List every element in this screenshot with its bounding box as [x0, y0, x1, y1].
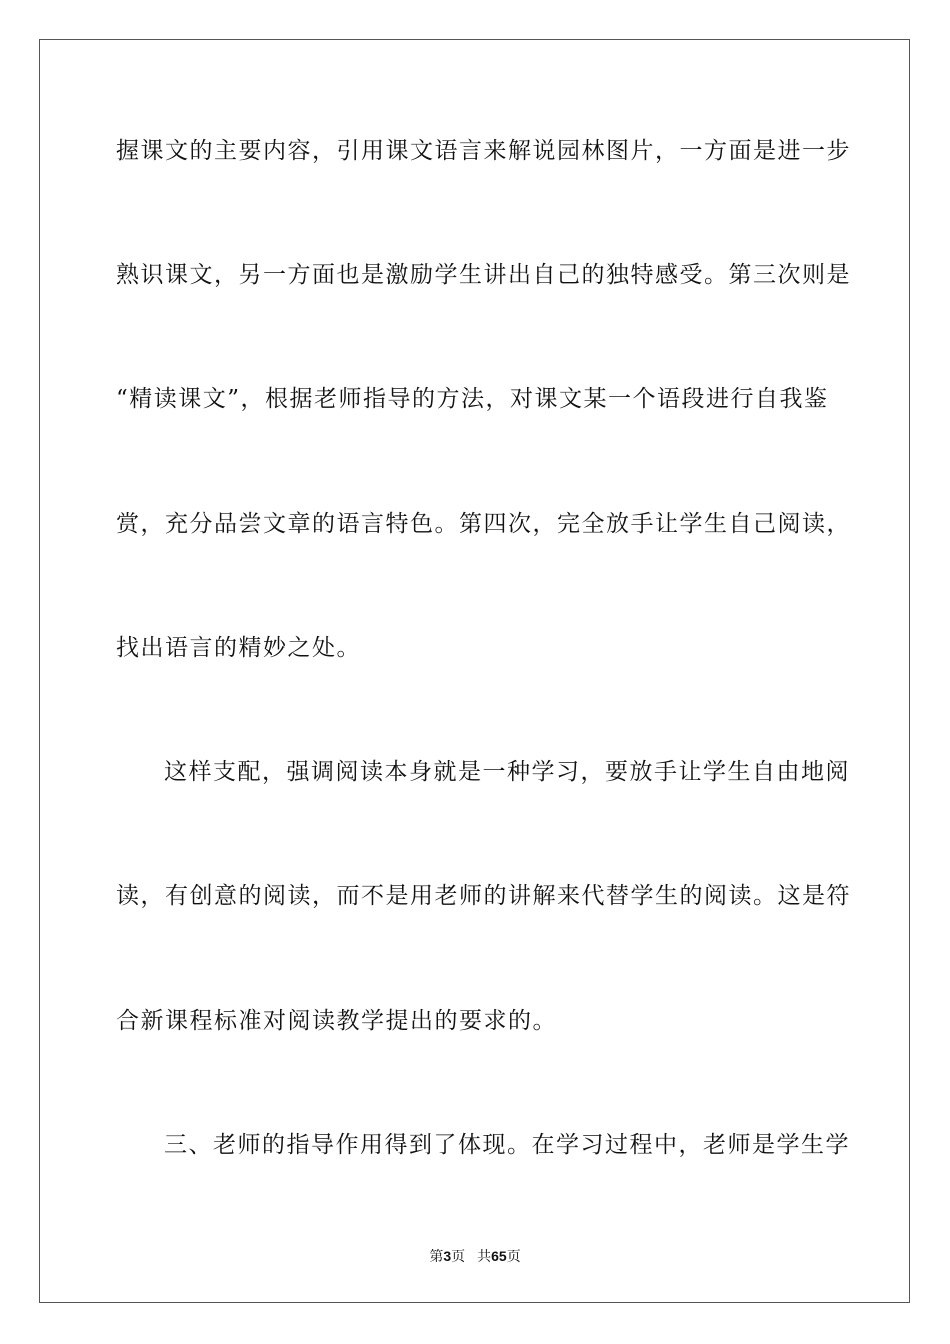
footer-page-prefix: 第 [429, 1249, 444, 1265]
footer-page-suffix: 页 [451, 1249, 466, 1265]
page-footer [0, 1247, 950, 1266]
page-border [39, 39, 910, 1303]
text-line-8: 合新课程标准对阅读教学提出的要求的。 [116, 1008, 557, 1034]
text-line-5: 找出语言的精妙之处。 [116, 635, 361, 661]
text-line-7: 读，有创意的阅读，而不是用老师的讲解来代替学生的阅读。这是符 [116, 883, 851, 909]
text-line-9: 三、老师的指导作用得到了体现。在学习过程中，老师是学生学 [164, 1132, 850, 1158]
text-line-1: 握课文的主要内容，引用课文语言来解说园林图片，一方面是进一步 [116, 138, 851, 164]
text-line-4: 赏，充分品尝文章的语言特色。第四次，完全放手让学生自己阅读， [116, 511, 851, 537]
text-line-6: 这样支配，强调阅读本身就是一种学习，要放手让学生自由地阅 [164, 759, 850, 785]
footer-total-pages: 65 [491, 1248, 507, 1264]
text-line-3: “精读课文”，根据老师指导的方法，对课文某一个语段进行自我鉴 [116, 386, 829, 412]
footer-page-number: 3 [443, 1248, 452, 1264]
footer-total-suffix: 页 [506, 1249, 521, 1265]
text-line-2: 熟识课文，另一方面也是激励学生讲出自己的独特感受。第三次则是 [116, 262, 851, 288]
footer-total-prefix: 共 [477, 1249, 492, 1265]
